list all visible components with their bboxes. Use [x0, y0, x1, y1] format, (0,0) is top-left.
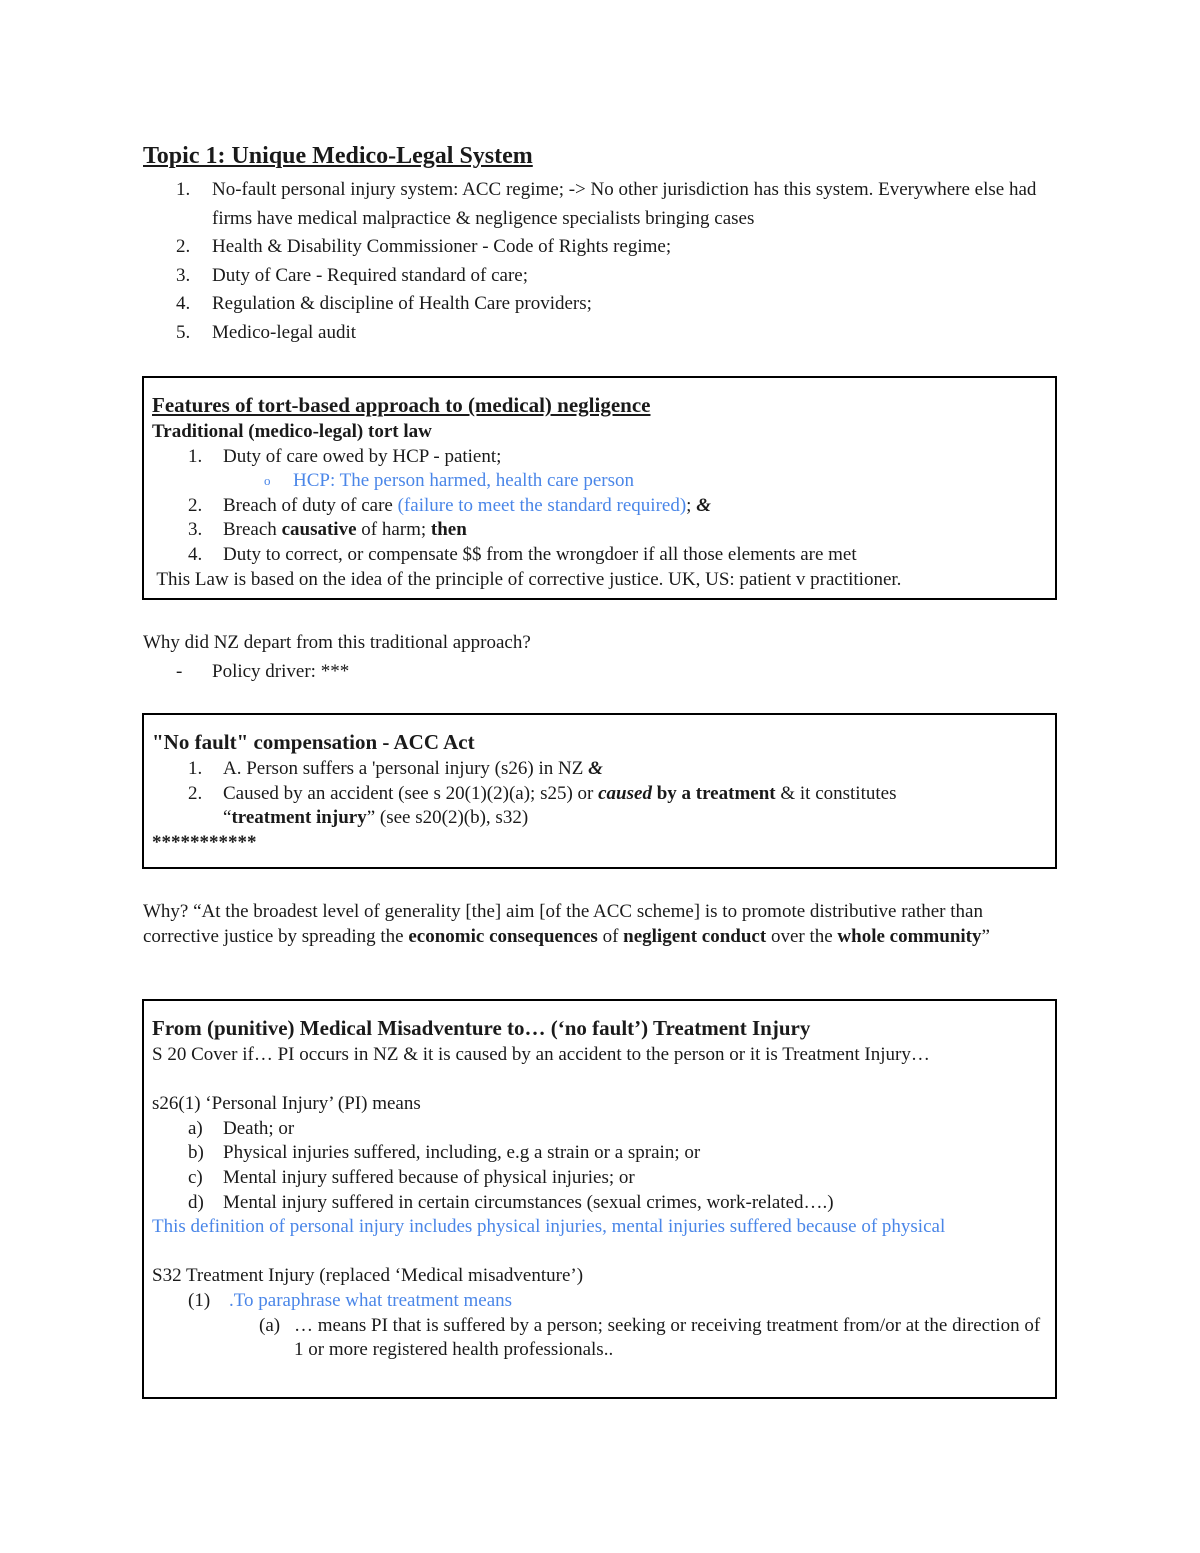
list-item: 3. Breach causative of harm; then	[188, 519, 467, 541]
why-quote: Why? “At the broadest level of generality [the] aim [of the ACC scheme] is to promote distributive rather than corrective justice by spreading the economic consequences of negligent conduct over the whole community”	[143, 901, 990, 947]
tort-box-title: Features of tort-based approach to (medical) negligence	[152, 393, 651, 417]
s32-text: S32 Treatment Injury (replaced ‘Medical misadventure’)	[152, 1265, 584, 1287]
list-item: (a) … means PI that is suffered by a person; seeking or receiving treatment from/or at the direction of 1 or more registered health professionals..	[259, 1314, 1041, 1361]
topic-list	[143, 176, 1063, 348]
tort-box-subtitle: Traditional (medico-legal) tort law	[152, 421, 432, 442]
tort-features-box	[142, 376, 1057, 600]
list-item: 4. Regulation & discipline of Health Care providers;	[176, 293, 592, 315]
treatment-box-title: From (punitive) Medical Misadventure to… (‘no fault’) Treatment Injury	[152, 1016, 811, 1040]
list-item: b) Physical injuries suffered, including, e.g a strain or a sprain; or	[188, 1142, 701, 1164]
list-item: 3. Duty of Care - Required standard of care;	[176, 264, 529, 286]
list-item: 2. Caused by an accident (see s 20(1)(2)(a); s25) or caused by a treatment & it constitutes “treatment injury” (see s20(2)(b), s32)	[188, 782, 897, 829]
list-item: (1) .To paraphrase what treatment means	[188, 1289, 513, 1311]
list-item: 5. Medico-legal audit	[176, 321, 357, 343]
treatment-injury-box	[142, 999, 1057, 1399]
definition-note: This definition of personal injury includes physical injuries, mental injuries suffered because of physical	[152, 1216, 946, 1238]
list-item: 2. Breach of duty of care (failure to meet the standard required); &	[188, 494, 711, 516]
list-item: 1. Duty of care owed by HCP - patient;	[188, 445, 502, 467]
stars: ***********	[152, 831, 257, 853]
list-item: d) Mental injury suffered in certain circumstances (sexual crimes, work-related….)	[188, 1191, 834, 1213]
s26-text: s26(1) ‘Personal Injury’ (PI) means	[152, 1093, 421, 1115]
list-item: a) Death; or	[188, 1117, 295, 1139]
tort-box-footer: This Law is based on the idea of the principle of corrective justice. UK, US: patient v practitioner.	[152, 568, 902, 590]
page-title: Topic 1: Unique Medico-Legal System	[143, 143, 533, 169]
list-item: 2. Health & Disability Commissioner - Code of Rights regime;	[176, 236, 672, 258]
list-item: o HCP: The person harmed, health care person	[264, 470, 635, 492]
list-item: 4. Duty to correct, or compensate $$ from the wrongdoer if all those elements are met	[188, 543, 857, 565]
list-item: 1. No-fault personal injury system: ACC regime; -> No other jurisdiction has this system. Everywhere else had firms have medical malpractice & negligence specialists bringing cases	[176, 179, 1037, 229]
list-item: 1. A. Person suffers a 'personal injury (s26) in NZ &	[188, 758, 603, 779]
acc-box-title: "No fault" compensation - ACC Act	[152, 730, 475, 754]
list-item: c) Mental injury suffered because of physical injuries; or	[188, 1166, 635, 1188]
why-question: Why did NZ depart from this traditional approach?	[143, 632, 531, 653]
s20-text: S 20 Cover if… PI occurs in NZ & it is caused by an accident to the person or it is Treatment Injury…	[152, 1044, 930, 1065]
acc-box	[142, 713, 1057, 869]
